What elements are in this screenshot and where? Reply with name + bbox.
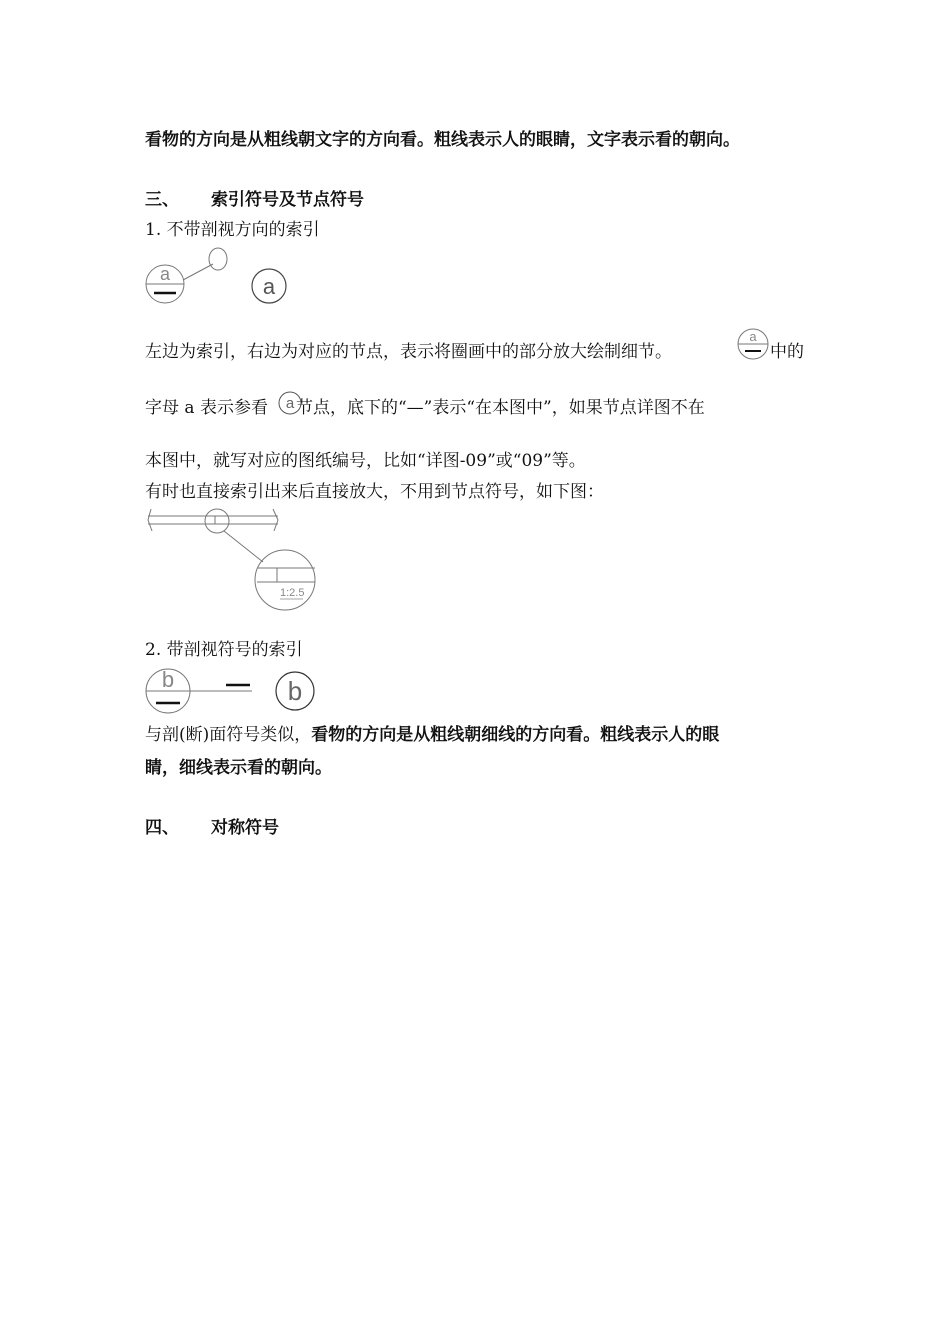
scale-label: 1:2.5 [280,587,305,599]
subsection-1: 1. 不带剖视方向的索引 [145,220,320,240]
section-heading-3 [145,189,364,211]
node-letter: a [262,274,276,299]
section-number: 三、 [145,190,179,210]
section-title: 索引符号及节点符号 [211,190,364,210]
section-number: 四、 [145,818,179,838]
paragraph-view-direction: 看物的方向是从粗线朝文字的方向看。粗线表示人的眼睛，文字表示看的朝向。 [145,130,740,150]
index-symbol-figure [140,244,300,308]
svg-text:a: a [285,395,295,412]
subsection-2: 2. 带剖视符号的索引 [145,640,303,660]
node-letter: b [287,676,303,706]
svg-text:a: a [749,329,757,344]
paragraph-text: 节点，底下的“—”表示“在本图中”，如果节点详图不在 [295,398,705,418]
section-heading-4 [145,817,279,839]
paragraph-text: 与剖(断)面符号类似， [145,725,312,745]
inline-node-symbol [277,390,303,420]
paragraph-text-b: 中的 [770,342,804,362]
section-title: 对称符号 [211,818,279,838]
paragraph-text: 字母 a 表示参看 [145,398,268,418]
index-letter: b [161,667,175,692]
paragraph-section-index-1 [145,724,719,746]
paragraph-section-index-2: 睛，细线表示看的朝向。 [145,758,332,778]
enlargement-figure [140,505,330,615]
paragraph-line-1 [145,341,672,363]
paragraph-bold-text: 看物的方向是从粗线朝细线的方向看。粗线表示人的眼 [311,725,720,745]
section-index-figure [140,664,330,720]
paragraph-text: 左边为索引，右边为对应的节点，表示将圈画中的部分放大绘制细节。 [145,342,672,362]
paragraph-line-4: 有时也直接索引出来后直接放大，不用到节点符号，如下图： [145,482,604,502]
index-letter: a [159,264,171,284]
inline-index-symbol [737,327,769,365]
paragraph-line-3: 本图中，就写对应的图纸编号，比如“详图-09”或“09”等。 [145,451,586,471]
paragraph-line-2 [145,397,705,419]
